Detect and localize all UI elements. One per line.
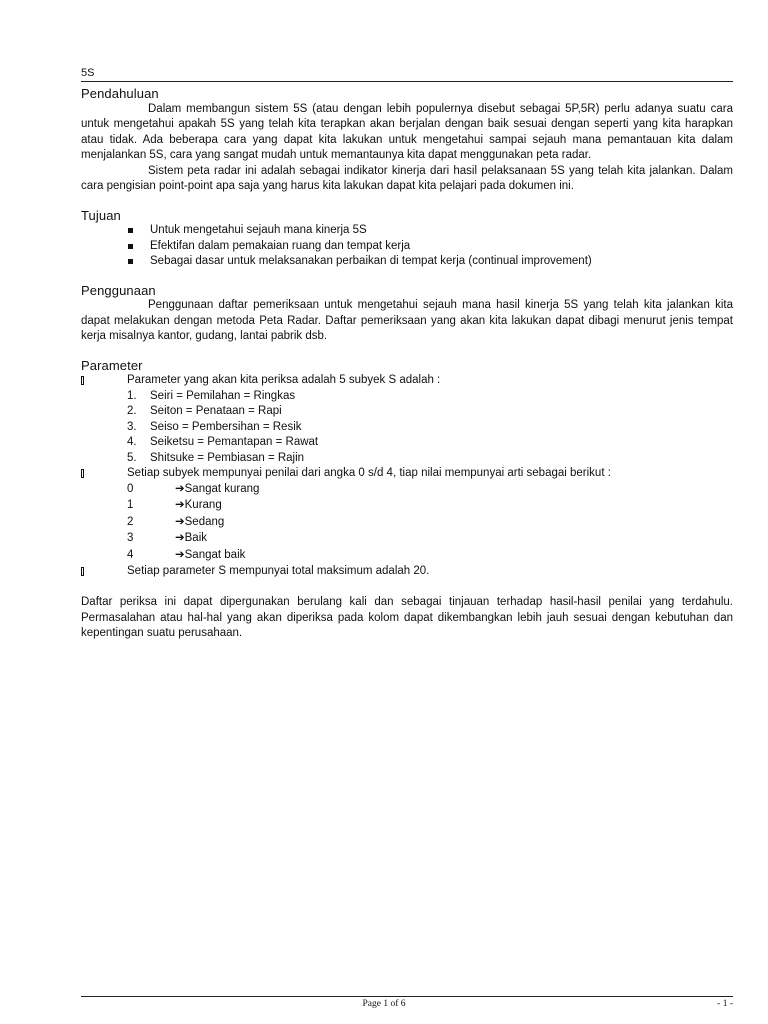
score-value: 4 [127,548,134,561]
list-item [81,451,733,467]
score-value: 1 [127,499,134,511]
item-text: Seiri = Pemilahan = Ringkas [150,389,296,402]
list-item [81,404,733,420]
list-item [81,420,733,436]
score-row [81,548,733,565]
section-penggunaan [81,283,733,345]
heading-pendahuluan: Pendahuluan [81,86,159,101]
heading-penggunaan: Penggunaan [81,282,156,298]
list-item [81,254,733,270]
bullet-icon [81,567,84,576]
parameter-point-3 [81,564,733,580]
score-row [81,482,733,499]
item-number: 2. [127,405,137,417]
heading-parameter: Parameter [81,357,143,373]
score-label: ➔Baik [175,532,208,544]
item-number: 5. [127,451,137,464]
section-parameter [81,358,733,580]
parameter-point-2 [81,466,733,482]
footer-rule [81,996,733,997]
list-item [81,239,733,255]
section-tujuan [81,208,733,270]
list-item-text: Efektifan dalam pemakaian ruang dan tempat kerja [150,239,411,252]
list-item [81,435,733,451]
bullet-icon [81,469,84,478]
closing-paragraph: Daftar periksa ini dapat dipergunakan berulang kali dan sebagai tinjauan terhadap hasil-hasil penilai yang terdahulu. Permasalahan atau hal-hal yang akan diperiksa pada kolom dapat dikembangkan lebih jauh sesuai dengan kebutuhan dan kepentingan suatu perusahaan. [81,596,733,639]
paragraph-pendahuluan-1: Dalam membangun sistem 5S (atau dengan lebih populernya disebut sebagai 5P,5R) perlu adanya suatu cara untuk mengetahui apakah 5S yang telah kita terapkan akan berjalan dengan baik sesuai dengan seperti yang kita harapkan atau tidak. Ada beberapa cara yang dapat kita lakukan untuk mengetahui sampai sejauh mana pemantauan kita dalam menjalankan 5S, cara yang sangat mudah untuk memantaunya kita dapat menggunakan peta radar. [81,102,733,161]
bullet-icon [128,244,133,249]
section-pendahuluan [81,86,733,195]
header-rule [81,81,733,82]
list-item-text: Untuk mengetahui sejauh mana kinerja 5S [150,224,367,236]
score-row [81,531,733,548]
footer-page-number: - 1 - [717,999,733,1009]
footer-page-label: Page 1 of 6 [362,999,406,1009]
tujuan-list [81,223,733,270]
paragraph-penggunaan: Penggunaan daftar pemeriksaan untuk mengetahui sejauh mana hasil kinerja 5S yang telah kita jalankan kita dapat melakukan dengan metoda Peta Radar. Daftar pemeriksaan yang akan kita lakukan dapat dibagi menurut jenis tempat kerja misalnya kantor, gudang, lantai pabrik dsb. [81,299,733,342]
item-number: 4. [127,436,137,448]
item-text: Shitsuke = Pembiasan = Rajin [150,451,305,464]
score-label: ➔Kurang [175,499,222,511]
document-body [81,86,733,642]
spacer [81,580,733,596]
item-text: Seiton = Penataan = Rapi [150,405,282,417]
item-text: Seiso = Pembersihan = Resik [150,420,302,433]
bullet-icon [128,228,133,233]
bullet-icon [81,376,84,385]
list-item [81,389,733,405]
list-item-text: Sebagai dasar untuk melaksanakan perbaikan di tempat kerja (continual improvement) [150,255,592,267]
score-label: ➔Sedang [175,515,225,528]
header-title: 5S [81,67,95,79]
score-label: ➔Sangat kurang [175,482,260,495]
score-label: ➔Sangat baik [175,548,246,561]
point-text: Setiap subyek mempunyai penilai dari angka 0 s/d 4, tiap nilai mempunyai arti sebagai berikut : [127,467,611,479]
score-value: 2 [127,515,134,528]
point-text: Setiap parameter S mempunyai total maksimum adalah 20. [127,565,430,577]
score-row [81,515,733,532]
item-number: 3. [127,420,137,433]
bullet-icon [128,259,133,264]
paragraph-pendahuluan-2: Sistem peta radar ini adalah sebagai indikator kinerja dari hasil pelaksanaan 5S yang telah kita jalankan. Dalam cara pengisian point-point apa saja yang harus kita lakukan dapat kita pelajari pada dokumen ini. [81,164,733,192]
score-row [81,498,733,515]
score-value: 0 [127,482,134,495]
item-text: Seiketsu = Pemantapan = Rawat [150,436,319,448]
heading-tujuan: Tujuan [81,207,121,223]
list-item [81,223,733,239]
score-value: 3 [127,532,134,544]
parameter-point-1 [81,373,733,389]
point-text: Parameter yang akan kita periksa adalah 5 subyek S adalah : [127,374,441,386]
item-number: 1. [127,389,137,402]
